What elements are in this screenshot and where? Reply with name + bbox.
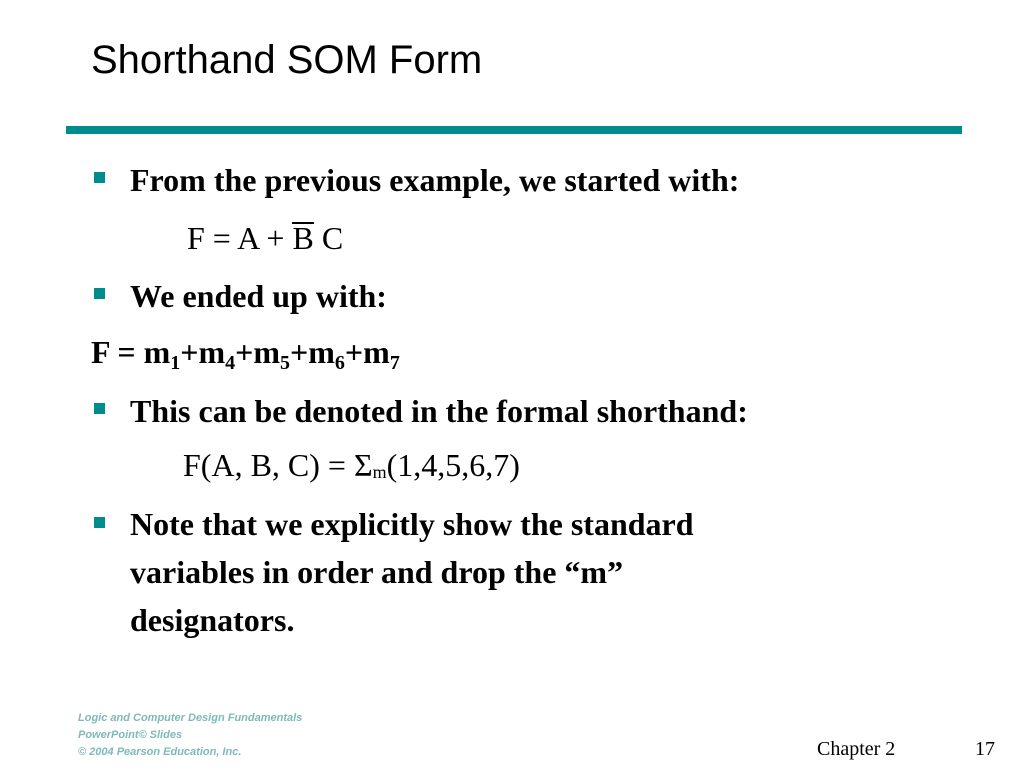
bullet-marker: [94, 288, 105, 299]
page-number: 17: [975, 738, 995, 760]
bullet-text: We ended up with:: [130, 278, 387, 314]
chapter-label: Chapter 2: [817, 738, 896, 760]
minterm-index: 7: [389, 352, 400, 374]
sigma-subscript: m: [372, 462, 387, 482]
minterm-join: +m: [290, 334, 335, 370]
logo-line: © 2004 Pearson Education, Inc.: [78, 746, 242, 758]
equation-lhs: F = A +: [187, 220, 293, 256]
minterm-prefix: F = m: [91, 334, 171, 370]
shorthand-lhs: F(A, B, C) = Σ: [183, 447, 373, 483]
bullet-line: Note that we explicitly show the standard: [130, 506, 694, 542]
equation-shorthand: [183, 445, 520, 492]
shorthand-rhs: (1,4,5,6,7): [386, 447, 520, 483]
complemented-variable: B: [292, 220, 314, 256]
equation-initial: [187, 218, 343, 258]
bullet-text: From the previous example, we started with:: [130, 162, 740, 198]
bullet-text: This can be denoted in the formal shorthand:: [130, 393, 748, 429]
bullet-marker: [94, 172, 105, 183]
publisher-logo: [78, 710, 302, 761]
minterm-join: +m: [344, 334, 390, 370]
minterm-index: 1: [170, 352, 181, 374]
bullet-marker: [94, 403, 105, 414]
minterm-index: 4: [225, 352, 236, 374]
bullet-text-multiline: [130, 500, 694, 644]
minterm-join: +m: [235, 334, 281, 370]
logo-line: PowerPoint© Slides: [78, 729, 183, 741]
minterm-index: 6: [334, 352, 345, 374]
minterm-index: 5: [280, 352, 291, 374]
bullet-line: designators.: [130, 602, 295, 638]
bullet-marker: [94, 517, 105, 528]
bullet-line: variables in order and drop the “m”: [130, 554, 624, 590]
equation-rest: C: [313, 220, 344, 256]
logo-line: Logic and Computer Design Fundamentals: [78, 712, 303, 724]
title-divider: [66, 126, 962, 134]
equation-minterms: [91, 332, 400, 372]
minterm-join: +m: [180, 334, 226, 370]
slide-title: Shorthand SOM Form: [91, 38, 483, 82]
